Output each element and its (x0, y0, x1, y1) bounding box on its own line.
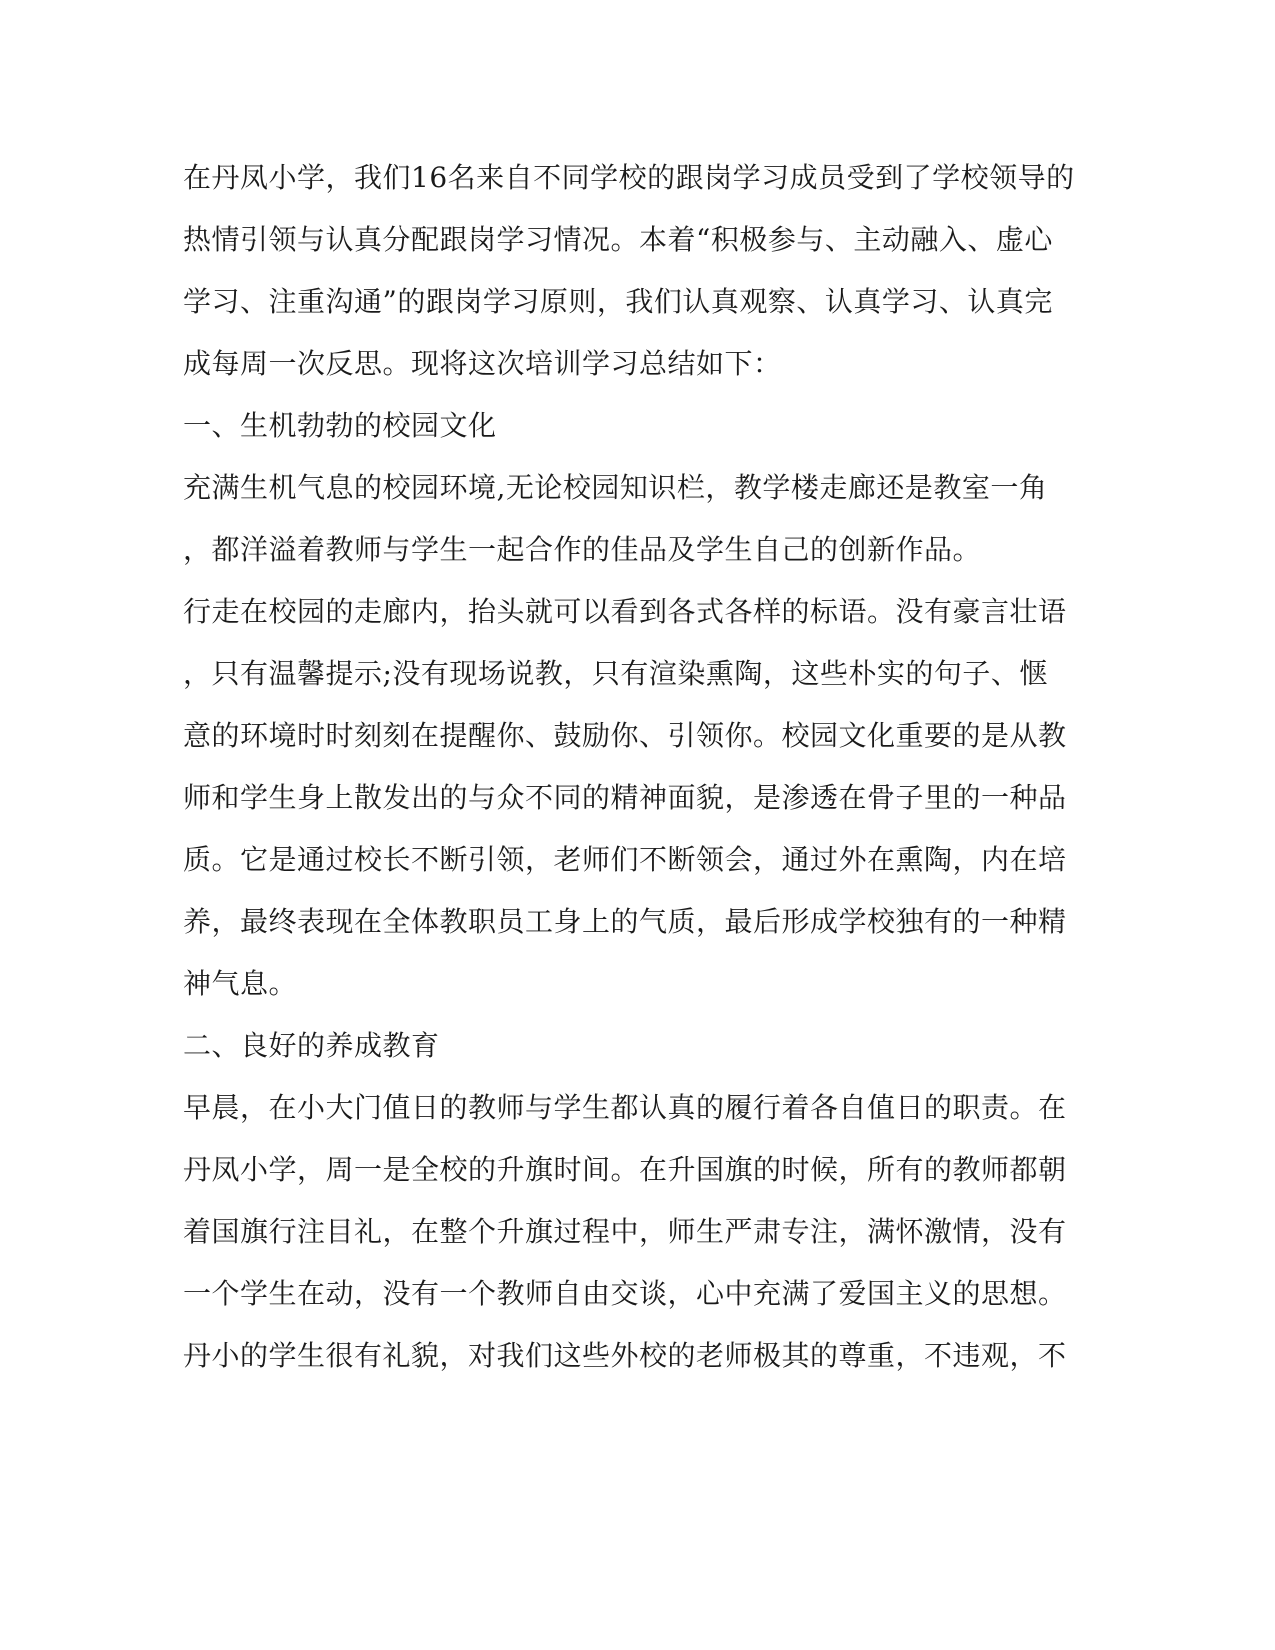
section-heading-2: 二、良好的养成教育 (183, 1029, 440, 1062)
text-line-12: 质。它是通过校长不断引领，老师们不断领会，通过外在熏陶，内在培 (183, 843, 1067, 876)
text-line-6: 充满生机气息的校园环境,无论校园知识栏，教学楼走廊还是教室一角 (183, 471, 1048, 504)
text-line-13: 养，最终表现在全体教职员工身上的气质，最后形成学校独有的一种精 (183, 905, 1067, 938)
text-line-7: ，都洋溢着教师与学生一起合作的佳品及学生自己的创新作品。 (183, 533, 982, 566)
text-line-17: 丹凤小学，周一是全校的升旗时间。在升国旗的时候，所有的教师都朝 (183, 1153, 1067, 1186)
text-line-20: 丹小的学生很有礼貌，对我们这些外校的老师极其的尊重，不违观，不 (183, 1339, 1067, 1372)
text-line-11: 师和学生身上散发出的与众不同的精神面貌，是渗透在骨子里的一种品 (183, 781, 1067, 814)
text-line-8: 行走在校园的走廊内，抬头就可以看到各式各样的标语。没有豪言壮语 (183, 595, 1067, 628)
text-line-18: 着国旗行注目礼，在整个升旗过程中，师生严肃专注，满怀激情，没有 (183, 1215, 1067, 1248)
text-line-4: 成每周一次反思。现将这次培训学习总结如下： (183, 347, 782, 380)
text-line-2: 热情引领与认真分配跟岗学习情况。本着“积极参与、主动融入、虚心 (183, 223, 1053, 256)
section-heading-1: 一、生机勃勃的校园文化 (183, 409, 497, 442)
text-line-10: 意的环境时时刻刻在提醒你、鼓励你、引领你。校园文化重要的是从教 (183, 719, 1067, 752)
text-line-19: 一个学生在动，没有一个教师自由交谈，心中充满了爱国主义的思想。 (183, 1277, 1067, 1310)
text-line-16: 早晨，在小大门值日的教师与学生都认真的履行着各自值日的职责。在 (183, 1091, 1067, 1124)
text-line-9: ，只有温馨提示;没有现场说教，只有渲染熏陶，这些朴实的句子、惬 (183, 657, 1048, 690)
text-line-1: 在丹凤小学，我们16名来自不同学校的跟岗学习成员受到了学校领导的 (183, 161, 1075, 194)
text-line-3: 学习、注重沟通”的跟岗学习原则，我们认真观察、认真学习、认真完 (183, 285, 1053, 318)
text-line-14: 神气息。 (183, 967, 298, 1000)
